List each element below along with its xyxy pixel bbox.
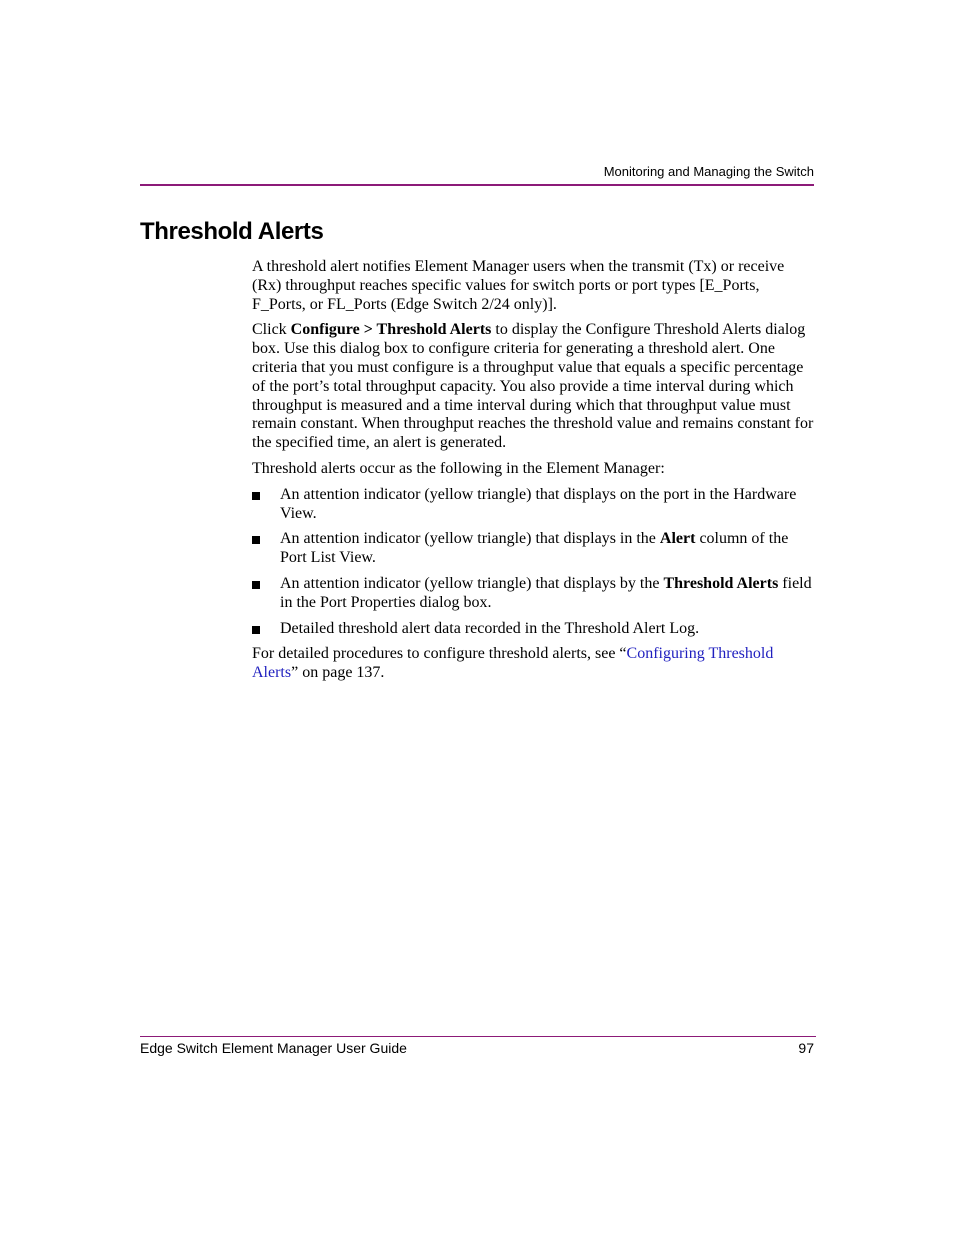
section-title: Threshold Alerts <box>140 218 324 245</box>
configuring-threshold-alerts-link[interactable]: Configuring Threshold Alerts <box>252 645 774 682</box>
page-number: 97 <box>798 1040 814 1056</box>
configure-paragraph-lead: Click <box>252 321 291 339</box>
closing-paragraph-lead: For detailed procedures to configure threshold alerts, see “ <box>252 645 627 663</box>
footer-title: Edge Switch Element Manager User Guide <box>140 1040 407 1056</box>
configure-paragraph <box>252 321 816 453</box>
list-item-term: Threshold Alerts <box>663 574 779 592</box>
square-bullet-icon <box>252 492 260 500</box>
list-item <box>252 530 816 568</box>
closing-paragraph-rest: ” on page 137. <box>291 664 385 682</box>
list-item-term: Alert <box>659 530 696 548</box>
square-bullet-icon <box>252 626 260 634</box>
square-bullet-icon <box>252 581 260 589</box>
list-item-text-lead: An attention indicator (yellow triangle) that displays in the <box>280 530 660 548</box>
square-bullet-icon <box>252 536 260 544</box>
header-rule <box>140 184 814 186</box>
intro-paragraph: A threshold alert notifies Element Manager users when the transmit (Tx) or receive (Rx) throughput reaches specific values for switch ports or port types [E_Ports, F_Ports, or FL_Ports (Edge Switch 2/24 only)]. <box>252 258 785 313</box>
list-item-text-rest: column of the Port List View. <box>280 530 789 567</box>
alert-bullet-list <box>252 486 816 639</box>
list-item <box>252 620 816 639</box>
list-item <box>252 486 816 524</box>
occurrence-paragraph: Threshold alerts occur as the following in the Element Manager: <box>252 459 665 477</box>
body-column <box>252 258 816 690</box>
configure-paragraph-rest: to display the Configure Threshold Alerts dialog box. Use this dialog box to configure criteria for generating a threshold alert. One criteria that you must configure is a throughput value that equals a specific percentage of the port’s total throughput capacity. You also provide a time interval during which throughput is measured and a time interval during which that throughput value must remain constant. When throughput reaches the threshold value and remains constant for the specified time, an alert is generated. <box>252 321 814 452</box>
list-item <box>252 575 816 613</box>
list-item-text: An attention indicator (yellow triangle) that displays on the port in the Hardware View. <box>280 485 797 522</box>
menu-path: Configure > Threshold Alerts <box>290 321 492 339</box>
running-header: Monitoring and Managing the Switch <box>603 164 814 179</box>
list-item-text: Detailed threshold alert data recorded in the Threshold Alert Log. <box>280 619 700 637</box>
footer-rule <box>140 1036 816 1037</box>
list-item-text-rest: field in the Port Properties dialog box. <box>280 574 812 611</box>
list-item-text-lead: An attention indicator (yellow triangle) that displays by the <box>280 574 664 592</box>
closing-paragraph <box>252 645 816 683</box>
